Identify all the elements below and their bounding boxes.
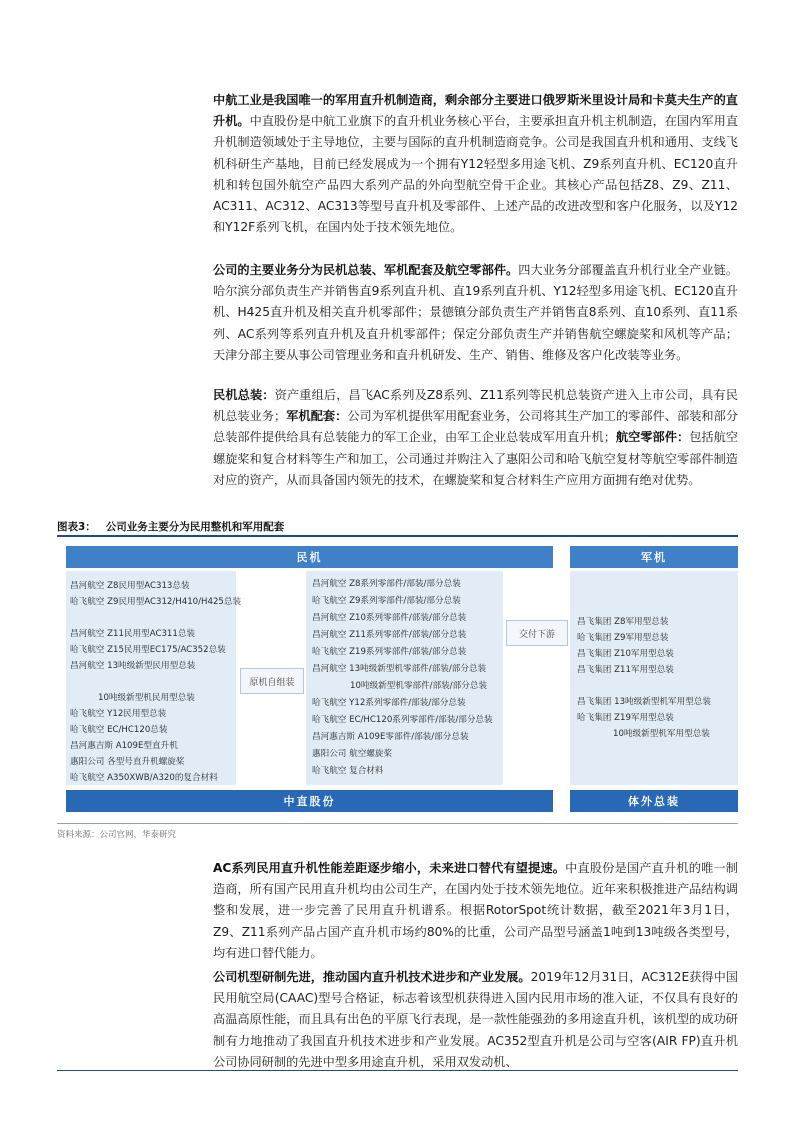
- figure-source: 资料来源：公司官网，华泰研究: [57, 830, 177, 840]
- military-supply-heading: 军机配套：: [286, 409, 348, 424]
- page-bottom-rule: [57, 1070, 738, 1071]
- civil-item: 哈飞航空 Z9民用型AC312/H410/H425总装: [70, 597, 242, 607]
- civil-item: 昌河航空 13吨级新型民用型总装: [70, 661, 196, 671]
- civil-item: 哈飞航空 EC/HC120总装: [70, 725, 168, 735]
- figure-bottom-rule: [57, 823, 738, 824]
- paragraph-4: [213, 858, 738, 964]
- external-assembly-footer-band: 体外总装: [570, 790, 738, 812]
- military-item: 昌飞集团 Z8军用型总装: [577, 617, 669, 627]
- paragraph-2: [213, 260, 738, 366]
- civil-item: 哈飞航空 A350XWB/A320的复合材料: [70, 773, 218, 783]
- military-item: 昌飞集团 13吨级新型机军用型总装: [577, 697, 711, 707]
- zhongzhi-footer-band: 中直股份: [66, 790, 553, 812]
- component-item: 昌河惠吉斯 A109E零部件/部装/部分总装: [312, 732, 469, 742]
- component-item: 哈飞航空 复合材料: [312, 766, 384, 776]
- component-item: 哈飞航空 EC/HC120系列零部件/部装/部分总装: [312, 715, 493, 725]
- paragraph-1-body: 中直股份是中航工业旗下的直升机业务核心平台，主要承担直升机主机制造，在国内军用直升机制造领域处于主导地位，主要与国际的直升机制造商竞争。公司是我国直升机和通用、支线飞机科研生产基地，目前已经发展成为一个拥有Y12轻型多用途飞机、Z9系列直升机、EC120直升机和转包国外航空产品四大系列产品的外向型航空骨干企业。其核心产品包括Z8、Z9、Z11、AC311、AC312、AC313等型号直升机及零部件、上述产品的改进改型和客户化服务，以及Y12和Y12F系列飞机，在国内处于技术领先地位。: [213, 114, 739, 235]
- civil-assembly-heading: 民机总装：: [213, 388, 275, 402]
- civil-item: 哈飞航空 Y12民用型总装: [70, 709, 167, 719]
- military-header-band: 军机: [570, 546, 738, 568]
- component-item: 10吨级新型机零部件/部装/部分总装: [350, 681, 488, 691]
- component-item: 哈飞航空 Z19系列零部件/部装/部分总装: [312, 647, 467, 657]
- paragraph-1-heading: 中航工业是我国唯一的军用直升机制造商，剩余部分主要进口俄罗斯米里设计局和卡莫夫生产的直升机。: [213, 93, 738, 129]
- civil-item: 昌河航空 Z11民用型AC311总装: [70, 629, 196, 639]
- military-item: 昌飞集团 Z10军用型总装: [577, 649, 674, 659]
- component-item: 昌河航空 Z10系列零部件/部装/部分总装: [312, 613, 467, 623]
- paragraph-1: [213, 90, 738, 238]
- component-item: 哈飞航空 Z9系列零部件/部装/部分总装: [312, 596, 461, 606]
- paragraph-2-body: 四大业务分部覆盖直升机行业全产业链。哈尔滨分部负责生产并销售直9系列直升机、直19系列直升机、Y12轻型多用途飞机、EC120直升机、H425直升机及相关直升机零部件；景德镇分部负责生产并销售直8系列、直10系列、直11系列、AC系列等系列直升机及直升机零部件；保定分部负责生产并销售航空螺旋桨和风机等产品；天津分部主要从事公司管理业务和直升机研发、生产、销售、维修及客户化改装等业务。: [213, 263, 739, 362]
- restructure-arrow: 原机自组装: [240, 668, 304, 694]
- component-item: 昌河航空 Z11系列零部件/部装/部分总装: [312, 630, 467, 640]
- deliver-downstream-arrow: 交付下游: [506, 620, 568, 646]
- figure-title: [57, 519, 294, 534]
- paragraph-5-heading: 公司机型研制先进，推动国内直升机技术进步和产业发展。: [213, 970, 531, 984]
- paragraph-4-heading: AC系列民用直升机性能差距逐步缩小，未来进口替代有望提速。: [213, 861, 566, 875]
- civil-item: 惠阳公司 各型号直升机螺旋桨: [70, 757, 185, 767]
- civil-item: 昌河惠吉斯 A109E型直升机: [70, 741, 178, 751]
- figure-top-rule: [57, 535, 738, 537]
- paragraph-3: [213, 385, 738, 491]
- military-item: 10吨级新型机军用型总装: [613, 729, 710, 739]
- figure-label: 图表3：: [57, 521, 96, 533]
- military-item: 昌飞集团 Z11军用型总装: [577, 665, 674, 675]
- military-supply-text: 公司为军机提供军用配套业务，公司将其生产加工的零部件、部装和部分总装部件提供给具有总装能力的军工企业，由军工企业总装成军用直升机；: [213, 409, 739, 445]
- civil-item: 昌河航空 Z8民用型AC313总装: [70, 581, 190, 591]
- civil-header-band: 民机: [66, 546, 553, 568]
- component-item: 昌河航空 13吨级新型机零部件/部装/部分总装: [312, 664, 487, 674]
- component-item: 惠阳公司 航空螺旋桨: [312, 749, 393, 759]
- military-item: 哈飞集团 Z19军用型总装: [577, 713, 674, 723]
- paragraph-5-body: 2019年12月31日，AC312E获得中国民用航空局(CAAC)型号合格证，标志着该型机获得进入国内民用市场的准入证，不仅具有良好的高温高原性能，而且具有出色的平原飞行表现，是一款性能强劲的多用途直升机，该机型的成功研制有力地推动了我国直升机技术进步和产业发展。AC352型直升机是公司与空客(AIR FP)直升机公司协同研制的先进中型多用途直升机，采用双发动机、: [213, 970, 738, 1069]
- component-item: 哈飞航空 Y12系列零部件/部装/部分总装: [312, 698, 466, 708]
- military-assembly-panel: [570, 571, 738, 785]
- aero-parts-heading: 航空零部件：: [615, 430, 690, 445]
- component-item: 昌河航空 Z8系列零部件/部装/部分总装: [312, 579, 461, 589]
- aero-parts-text: 包括航空螺旋桨和复合材料等生产和加工，公司通过并购注入了惠阳公司和哈飞航空复材等航空零部件制造对应的资产，从而具备国内领先的技术，在螺旋桨和复合材料生产应用方面拥有绝对优势。: [213, 430, 739, 487]
- paragraph-5: [213, 967, 738, 1073]
- paragraph-2-heading: 公司的主要业务分为民机总装、军机配套及航空零部件。: [213, 263, 519, 277]
- figure-caption: 公司业务主要分为民用整机和军用配套: [105, 521, 285, 533]
- military-item: 哈飞集团 Z9军用型总装: [577, 633, 669, 643]
- civil-item: 哈飞航空 Z15民用型EC175/AC352总装: [70, 645, 226, 655]
- civil-assembly-text: 资产重组后，昌飞AC系列及Z8系列、Z11系列等民机总装资产进入上市公司，具有民机总装业务；: [213, 388, 739, 424]
- paragraph-4-body: 中直股份是国产直升机的唯一制造商，所有国产民用直升机均由公司生产，在国内处于技术领先地位。近年来积极推进产品结构调整和发展，进一步完善了民用直升机谱系。根据RotorSpot统计数据，截至2021年3月1日，Z9、Z11系列产品占国产直升机市场约80%的比重，公司产品型号涵盖1吨到13吨级各类型号，均有进口替代能力。: [213, 861, 738, 960]
- civil-item: 10吨级新型机民用型总装: [98, 693, 195, 703]
